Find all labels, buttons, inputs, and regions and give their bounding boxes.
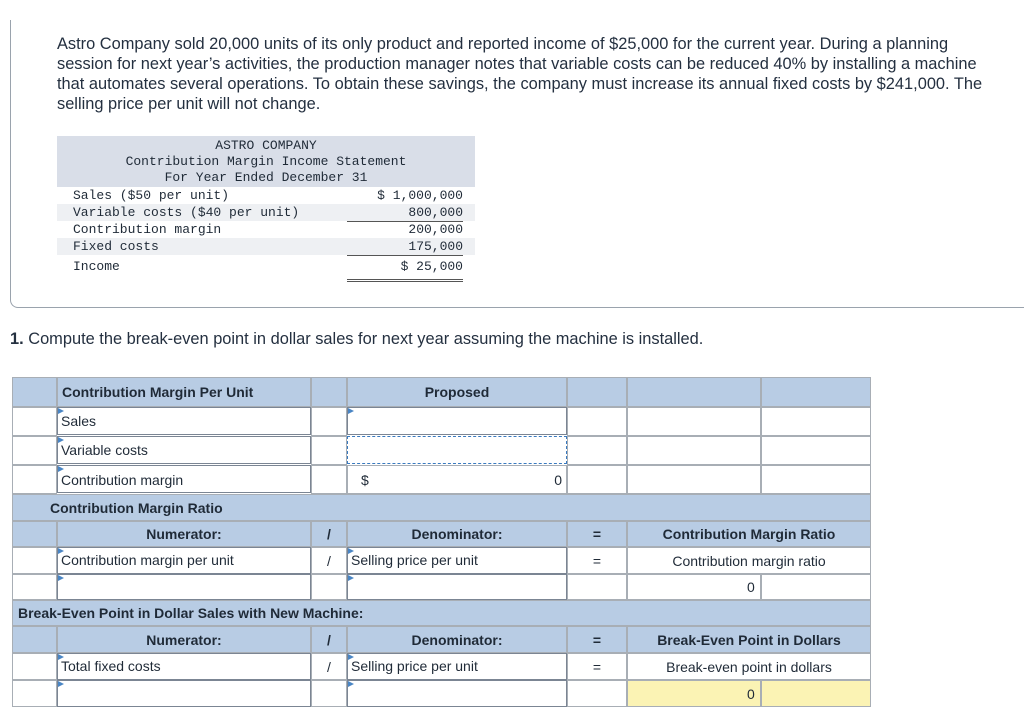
cm-ratio-result-cell <box>761 574 871 600</box>
break-even-divide-sign: / <box>311 626 347 653</box>
cm-label-contribution-margin[interactable]: Contribution margin <box>57 465 311 493</box>
grid-header-spacer <box>12 626 57 653</box>
proposed-cm-value: 0 <box>554 472 562 488</box>
statement-row-contribution-margin <box>57 221 475 238</box>
statement-label: Income <box>73 259 120 274</box>
grid-spacer <box>12 653 57 680</box>
statement-amount: 800,000 <box>347 204 463 222</box>
grid-spacer <box>311 680 347 707</box>
cm-ratio-denominator-header: Denominator: <box>347 521 567 547</box>
break-even-numerator-header: Numerator: <box>57 626 311 653</box>
cm-ratio-denominator-select[interactable]: Selling price per unit <box>347 547 567 574</box>
grid-spacer <box>311 407 347 436</box>
proposed-cm-cell <box>347 465 567 494</box>
cm-label-variable-costs[interactable]: Variable costs <box>57 436 311 464</box>
cm-ratio-numerator-header: Numerator: <box>57 521 311 547</box>
grid-spacer <box>12 436 57 465</box>
question-1 <box>10 330 703 349</box>
statement-amount: $ 1,000,000 <box>377 188 463 203</box>
statement-amount: $ 25,000 <box>347 255 463 282</box>
grid-spacer <box>567 680 627 707</box>
proposed-sales-input[interactable] <box>347 407 567 435</box>
grid-spacer <box>311 465 347 494</box>
statement-company: ASTRO COMPANY <box>215 138 317 153</box>
problem-text: Astro Company sold 20,000 units of its only product and reported income of $25,000 for the current year. During a planning session for next year’s activities, the production manager notes that variable costs can be reduced 40% by installing a machine that automates several operations. To obtain these savings, the company must increase its annual fixed costs by $241,000. The selling price per unit will not change. <box>57 35 983 113</box>
grid-header-spacer <box>12 377 57 407</box>
grid-spacer <box>12 407 57 436</box>
statement-amount: 175,000 <box>347 238 463 256</box>
question-text: Compute the break-even point in dollar sales for next year assuming the machine is installed. <box>28 330 704 348</box>
break-even-denominator-select[interactable]: Selling price per unit <box>347 653 567 680</box>
statement-label: Sales ($50 per unit) <box>73 188 230 203</box>
cm-label-sales[interactable]: Sales <box>57 407 311 435</box>
break-even-result-header: Break-Even Point in Dollars <box>627 626 871 653</box>
statement-label: Variable costs ($40 per unit) <box>73 205 300 220</box>
grid-header-spacer <box>311 377 347 407</box>
break-even-numerator-select[interactable]: Total fixed costs <box>57 653 311 680</box>
cm-ratio-equals-sign: = <box>567 521 627 547</box>
grid-spacer <box>567 436 627 465</box>
grid-spacer <box>761 465 871 494</box>
break-even-denominator-header: Denominator: <box>347 626 567 653</box>
grid-spacer <box>567 574 627 600</box>
grid-spacer <box>12 680 57 707</box>
cm-ratio-section-header: Contribution Margin Ratio <box>12 494 871 521</box>
break-even-section-header: Break-Even Point in Dollar Sales with New Machine: <box>12 600 871 626</box>
cm-ratio-denominator-input[interactable] <box>347 574 567 600</box>
grid-spacer <box>761 436 871 465</box>
proposed-variable-costs-input[interactable] <box>347 436 567 464</box>
grid-spacer <box>567 407 627 436</box>
break-even-result-cell <box>627 680 761 707</box>
income-statement <box>57 136 475 277</box>
break-even-denominator-input[interactable] <box>347 680 567 707</box>
grid-spacer <box>627 436 761 465</box>
cm-per-unit-header: Contribution Margin Per Unit <box>57 377 311 407</box>
break-even-equals-sign: = <box>567 653 627 680</box>
grid-spacer <box>12 547 57 574</box>
break-even-result-cell <box>761 680 871 707</box>
grid-spacer <box>761 407 871 436</box>
cm-ratio-divide-sign: / <box>311 547 347 574</box>
statement-label: Fixed costs <box>73 239 159 254</box>
grid-spacer <box>12 574 57 600</box>
statement-period: For Year Ended December 31 <box>164 170 368 185</box>
question-number: 1. <box>10 330 24 348</box>
break-even-numerator-input[interactable] <box>57 680 311 707</box>
cm-ratio-result-label: Contribution margin ratio <box>627 547 871 574</box>
break-even-equals-sign: = <box>567 626 627 653</box>
answer-grid <box>12 377 871 707</box>
grid-spacer <box>627 465 761 494</box>
statement-title: Contribution Margin Income Statement <box>125 154 407 169</box>
cm-ratio-equals-sign: = <box>567 547 627 574</box>
grid-spacer <box>567 465 627 494</box>
proposed-header: Proposed <box>347 377 567 407</box>
grid-header-spacer <box>12 521 57 547</box>
grid-spacer <box>311 574 347 600</box>
statement-row-variable-costs <box>57 204 475 221</box>
statement-amount: 200,000 <box>408 222 463 237</box>
cm-ratio-divide-sign: / <box>311 521 347 547</box>
cm-ratio-numerator-input[interactable] <box>57 574 311 600</box>
break-even-result-label: Break-even point in dollars <box>627 653 871 680</box>
grid-spacer <box>311 436 347 465</box>
grid-header-spacer <box>627 377 761 407</box>
grid-header-spacer <box>761 377 871 407</box>
statement-row-fixed-costs <box>57 238 475 255</box>
statement-row-sales <box>57 187 475 204</box>
statement-header <box>57 136 475 187</box>
grid-header-spacer <box>567 377 627 407</box>
currency-symbol: $ <box>361 472 369 488</box>
cm-ratio-numerator-select[interactable]: Contribution margin per unit <box>57 547 311 574</box>
break-even-divide-sign: / <box>311 653 347 680</box>
grid-spacer <box>12 465 57 494</box>
cm-ratio-result-header: Contribution Margin Ratio <box>627 521 871 547</box>
statement-label: Contribution margin <box>73 222 222 237</box>
grid-spacer <box>627 574 761 600</box>
break-even-result-value: 0 <box>747 686 755 702</box>
statement-row-income <box>57 255 475 277</box>
grid-spacer <box>627 407 761 436</box>
cm-ratio-result-value: 0 <box>747 579 755 595</box>
